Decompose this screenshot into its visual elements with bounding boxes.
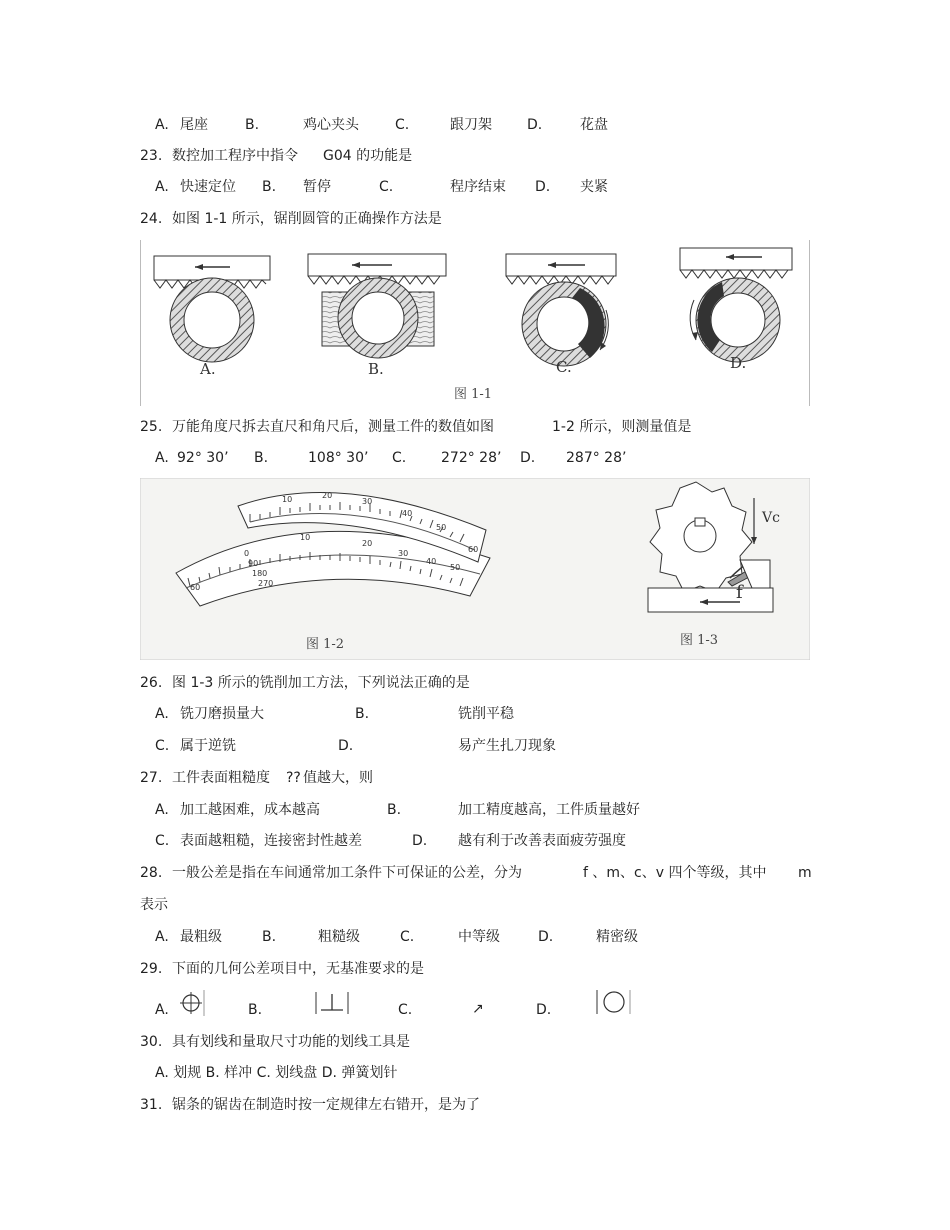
q27-option-c-text: 表面越粗糙，连接密封性越差 <box>180 833 362 849</box>
q25-stem-cont: 1-2 所示，则测量值是 <box>552 419 692 435</box>
q30-stem: 具有划线和量取尺寸功能的划线工具是 <box>172 1034 410 1050</box>
fig-1-1-d <box>680 248 792 362</box>
position-tolerance-icon <box>178 990 206 1016</box>
q28-number: 28. <box>140 865 163 881</box>
q28-option-d-label: D. <box>538 929 554 945</box>
q27-stem: 工件表面粗糙度 <box>172 770 270 786</box>
main-label-20: 20 <box>362 539 373 548</box>
q27-stem-cont: 值越大，则 <box>303 770 373 786</box>
q28-stem-end: 表示 <box>140 897 168 913</box>
q22-option-b-label: B. <box>245 117 260 133</box>
vernier-label-50: 50 <box>436 523 447 532</box>
q22-option-d-label: D. <box>527 117 543 133</box>
q28-option-b-text: 粗糙级 <box>318 929 360 945</box>
main-label-10: 10 <box>300 533 311 542</box>
q28-option-c-label: C. <box>400 929 415 945</box>
q27-option-b-label: B. <box>387 802 402 818</box>
fig-1-3-f-label: f <box>736 582 743 603</box>
q25-option-c-label: C. <box>392 450 407 466</box>
q22-option-c-text: 跟刀架 <box>450 117 492 133</box>
circularity-icon <box>596 988 632 1016</box>
q23-option-b-text: 暂停 <box>303 179 331 195</box>
q29-option-c-label: C. <box>398 1002 413 1018</box>
q23-number: 23. <box>140 148 163 164</box>
q26-number: 26. <box>140 675 163 691</box>
fig-1-2-caption: 图 1-2 <box>306 637 345 652</box>
q28-stem-m: m <box>798 865 812 881</box>
q27-option-a-label: A. <box>155 802 169 818</box>
q25-option-d-text: 287° 28’ <box>566 450 627 466</box>
q26-option-c-text: 属于逆铣 <box>180 738 236 754</box>
fig-1-1-a <box>154 256 270 362</box>
inner-label-0: 0 <box>244 549 250 558</box>
q27-number: 27. <box>140 770 163 786</box>
q27-stem-symbol: ?? <box>286 770 301 786</box>
q27-option-b-text: 加工精度越高，工件质量越好 <box>458 802 640 818</box>
q31-number: 31. <box>140 1097 163 1113</box>
q23-option-d-label: D. <box>535 179 551 195</box>
q25-option-c-text: 272° 28’ <box>441 450 502 466</box>
fig-1-1-caption: 图 1-1 <box>454 387 493 402</box>
q27-option-d-label: D. <box>412 833 428 849</box>
q25-option-b-text: 108° 30’ <box>308 450 369 466</box>
q26-option-d-label: D. <box>338 738 354 754</box>
q28-option-d-text: 精密级 <box>596 929 638 945</box>
q23-option-d-text: 夹紧 <box>580 179 608 195</box>
q22-option-d-text: 花盘 <box>580 117 608 133</box>
q25-stem: 万能角度尺拆去直尺和角尺后，测量工件的数值如图 <box>172 419 494 435</box>
q25-option-a-label: A. <box>155 450 169 466</box>
q29-number: 29. <box>140 961 163 977</box>
q23-option-c-label: C. <box>379 179 394 195</box>
q26-option-a-text: 铣刀磨损量大 <box>180 706 264 722</box>
main-label-50: 50 <box>450 563 461 572</box>
left-label-60: 60 <box>190 583 201 592</box>
q22-option-c-label: C. <box>395 117 410 133</box>
vernier-label-20: 20 <box>322 491 333 500</box>
vernier-label-60: 60 <box>468 545 479 554</box>
fig-1-3-caption: 图 1-3 <box>680 633 719 648</box>
q22-option-b-text: 鸡心夹头 <box>303 117 359 133</box>
main-label-30: 30 <box>398 549 409 558</box>
fig-1-3-vc-label: Vc <box>762 510 780 526</box>
inner-label-270: 270 <box>258 579 274 588</box>
q28-option-a-text: 最粗级 <box>180 929 222 945</box>
fig-1-1-label-c: C. <box>556 358 572 376</box>
figure-1-1 <box>140 240 808 406</box>
vernier-label-10: 10 <box>282 495 293 504</box>
q23-option-b-label: B. <box>262 179 277 195</box>
fig-1-1-label-a: A. <box>200 360 216 378</box>
q25-option-a-text: 92° 30’ <box>177 450 229 466</box>
q28-option-b-label: B. <box>262 929 277 945</box>
perpendicularity-icon <box>315 990 349 1016</box>
q23-option-c-text: 程序结束 <box>450 179 506 195</box>
q25-option-b-label: B. <box>254 450 269 466</box>
inner-label-90: 90 <box>248 559 259 568</box>
q27-option-a-text: 加工越困难，成本越高 <box>180 802 320 818</box>
q26-option-c-label: C. <box>155 738 170 754</box>
q30-options: A. 划规 B. 样冲 C. 划线盘 D. 弹簧划针 <box>155 1065 398 1081</box>
q26-option-b-label: B. <box>355 706 370 722</box>
q26-stem: 图 1-3 所示的铣削加工方法，下列说法正确的是 <box>172 675 470 691</box>
q31-stem: 锯条的锯齿在制造时按一定规律左右错开，是为了 <box>172 1097 480 1113</box>
figure-1-2-1-3 <box>140 478 810 660</box>
q24-stem: 如图 1-1 所示，锯削圆管的正确操作方法是 <box>172 211 442 227</box>
q29-stem: 下面的几何公差项目中，无基准要求的是 <box>172 961 424 977</box>
q26-option-b-text: 铣削平稳 <box>458 706 514 722</box>
q28-option-c-text: 中等级 <box>458 929 500 945</box>
vernier-label-30: 30 <box>362 497 373 506</box>
q23-option-a-label: A. <box>155 179 169 195</box>
fig-1-1-label-b: B. <box>368 360 384 378</box>
main-label-40: 40 <box>426 557 437 566</box>
q29-option-b-label: B. <box>248 1002 263 1018</box>
q28-stem-cont: f 、m、c、v 四个等级，其中 <box>583 865 767 881</box>
q24-number: 24. <box>140 211 163 227</box>
q26-option-d-text: 易产生扎刀现象 <box>458 738 556 754</box>
q28-stem: 一般公差是指在车间通常加工条件下可保证的公差，分为 <box>172 865 522 881</box>
vernier-label-40: 40 <box>402 509 413 518</box>
q22-option-a-text: 尾座 <box>180 117 208 133</box>
q23-stem-cont: G04 的功能是 <box>323 148 413 164</box>
q27-option-c-label: C. <box>155 833 170 849</box>
fig-1-1-label-d: D. <box>730 354 747 372</box>
fig-1-1-b <box>308 254 446 358</box>
q28-option-a-label: A. <box>155 929 169 945</box>
q29-option-a-label: A. <box>155 1002 169 1018</box>
q23-option-a-text: 快速定位 <box>180 179 236 195</box>
q25-option-d-label: D. <box>520 450 536 466</box>
fig-1-1-c <box>506 254 616 366</box>
q26-option-a-label: A. <box>155 706 169 722</box>
q29-option-d-label: D. <box>536 1002 552 1018</box>
circular-runout-icon: ↗ <box>472 1001 484 1017</box>
q22-option-a-label: A. <box>155 117 169 133</box>
q25-number: 25. <box>140 419 163 435</box>
q30-number: 30. <box>140 1034 163 1050</box>
q23-stem: 数控加工程序中指令 <box>172 148 298 164</box>
inner-label-180: 180 <box>252 569 268 578</box>
q27-option-d-text: 越有利于改善表面疲劳强度 <box>458 833 626 849</box>
